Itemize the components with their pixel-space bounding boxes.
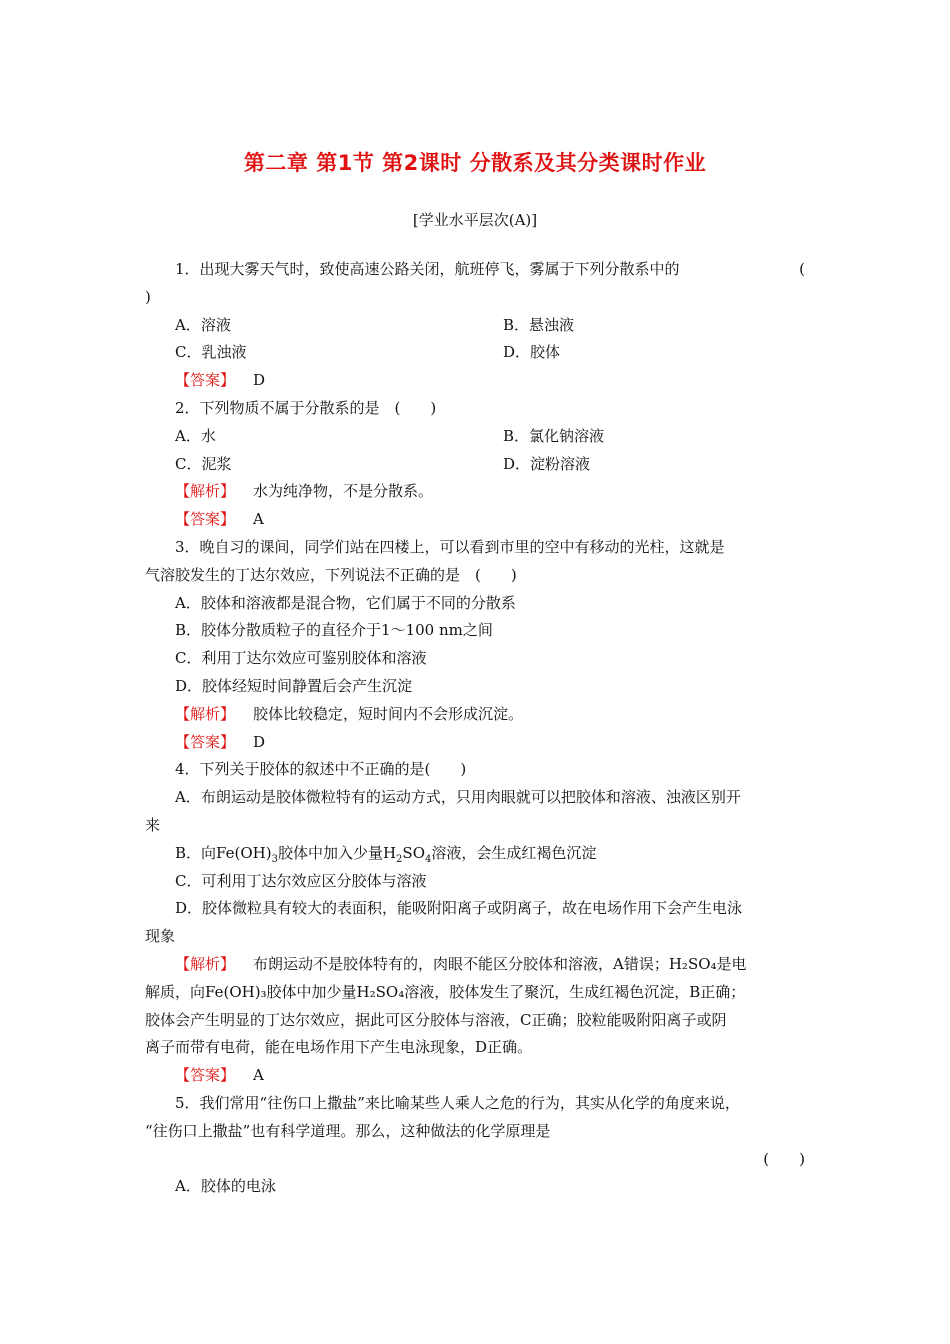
analysis-text: 布朗运动不是胶体特有的，肉眼不能区分胶体和溶液，A错误；H₂SO₄是电 (253, 954, 747, 973)
question-4-analysis-line-4: 离子而带有电荷，能在电场作用下产生电泳现象，D正确。 (145, 1038, 533, 1057)
question-3-analysis (145, 701, 807, 729)
answer-value: A (253, 1066, 264, 1085)
question-2-answer (145, 506, 807, 534)
question-1-paren-close: ) (145, 287, 151, 306)
question-3-answer (145, 729, 807, 757)
option-d: D．淀粉溶液 (503, 454, 591, 473)
question-5-option-a: A．胶体的电泳 (175, 1177, 276, 1196)
question-4-analysis-line-1 (145, 951, 807, 979)
question-3-stem-line-2: 气溶胶发生的丁达尔效应，下列说法不正确的是 ( ) (145, 565, 517, 584)
analysis-tag: 【解析】 (175, 704, 236, 723)
question-4-option-c: C．可利用丁达尔效应区分胶体与溶液 (175, 871, 427, 890)
question-3-option-c: C．利用丁达尔效应可鉴别胶体和溶液 (175, 649, 427, 668)
question-2-options-row-1 (145, 423, 807, 451)
subscript: 2 (396, 853, 403, 865)
option-a: A．溶液 (175, 315, 231, 334)
option-b: B．悬浊液 (503, 315, 575, 334)
question-1-paren-open: ( (799, 260, 805, 278)
question-1-options-row-2 (145, 339, 807, 367)
question-4-stem: 4．下列关于胶体的叙述中不正确的是( ) (175, 760, 467, 779)
answer-value: A (253, 510, 264, 529)
document-body (145, 256, 807, 1201)
question-3-stem-line-1: 3．晚自习的课间，同学们站在四楼上，可以看到市里的空中有移动的光柱，这就是 (175, 537, 725, 556)
question-3-option-d: D．胶体经短时间静置后会产生沉淀 (175, 676, 413, 695)
question-5-stem-line-1: 5．我们常用“往伤口上撒盐”来比喻某些人乘人之危的行为，其实从化学的角度来说， (175, 1093, 740, 1112)
option-b-part: 胶体中加入少量H (277, 843, 397, 862)
question-1-stem (145, 256, 807, 284)
option-c: C．乳浊液 (175, 343, 247, 362)
question-2-options-row-2 (145, 451, 807, 479)
analysis-tag: 【解析】 (175, 482, 236, 501)
level-heading: [学业水平层次(A)] (412, 211, 538, 229)
question-4-option-d-line-2: 现象 (145, 927, 176, 946)
option-b-part: SO (402, 843, 425, 862)
option-a: A．水 (175, 426, 216, 445)
analysis-tag: 【解析】 (175, 954, 236, 973)
question-3-option-a: A．胶体和溶液都是混合物，它们属于不同的分散系 (175, 593, 516, 612)
answer-tag: 【答案】 (175, 371, 236, 390)
question-4-option-a-line-1: A．布朗运动是胶体微粒特有的运动方式，只用肉眼就可以把胶体和溶液、浊液区别开 (175, 788, 741, 807)
question-1-answer (145, 367, 807, 395)
analysis-text: 水为纯净物，不是分散系。 (253, 482, 434, 501)
subscript: 4 (425, 853, 432, 865)
option-c: C．泥浆 (175, 454, 232, 473)
question-2-stem: 2．下列物质不属于分散系的是 ( ) (175, 398, 437, 417)
question-5-paren: ( ) (763, 1149, 805, 1168)
question-3-option-b: B．胶体分散质粒子的直径介于1～100 nm之间 (175, 621, 493, 640)
question-2-analysis (145, 478, 807, 506)
answer-value: D (253, 732, 266, 751)
question-5-stem-line-2: “往伤口上撒盐”也有科学道理。那么，这种做法的化学原理是 (145, 1121, 551, 1140)
answer-value: D (253, 371, 266, 390)
question-4-option-b (145, 840, 807, 868)
answer-tag: 【答案】 (175, 1066, 236, 1085)
analysis-text: 胶体比较稳定，短时间内不会形成沉淀。 (253, 704, 524, 723)
answer-tag: 【答案】 (175, 732, 236, 751)
question-4-analysis-line-3: 胶体会产生明显的丁达尔效应，据此可区分胶体与溶液，C正确；胶粒能吸附阳离子或阴 (145, 1010, 727, 1029)
question-4-answer (145, 1062, 807, 1090)
option-d: D．胶体 (503, 343, 561, 362)
option-b: B．氯化钠溶液 (503, 426, 605, 445)
option-b-part: 溶液，会生成红褐色沉淀 (431, 843, 597, 862)
question-4-analysis-line-2: 解质，向Fe(OH)₃胶体中加少量H₂SO₄溶液，胶体发生了聚沉，生成红褐色沉淀，B正确； (145, 982, 746, 1001)
question-4-option-d-line-1: D．胶体微粒具有较大的表面积，能吸附阳离子或阴离子，故在电场作用下会产生电泳 (175, 899, 743, 918)
question-1-options-row-1 (145, 312, 807, 340)
question-1-text: 1．出现大雾天气时，致使高速公路关闭，航班停飞，雾属于下列分散系中的 (175, 260, 680, 278)
option-b-part: B．向Fe(OH) (175, 843, 272, 862)
question-4-option-a-line-2: 来 (145, 815, 161, 834)
answer-tag: 【答案】 (175, 510, 236, 529)
page-title: 第二章 第1节 第2课时 分散系及其分类课时作业 (243, 151, 707, 175)
subscript: 3 (271, 853, 278, 865)
